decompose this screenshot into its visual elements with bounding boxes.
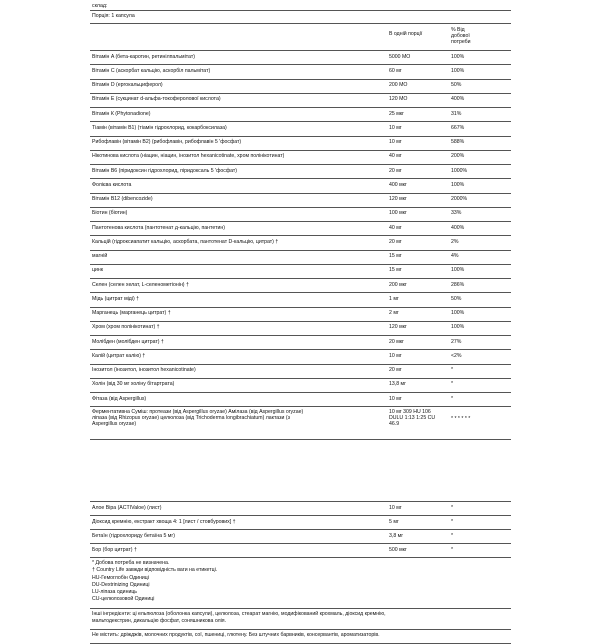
nutrient-dv: 4% (451, 253, 459, 260)
nutrient-name: Вітамін A (бета-каротин, ретинілпальмітат) (92, 53, 195, 60)
footnotes (90, 558, 511, 609)
nutrient-dv: 100% (451, 181, 465, 188)
nutrient-amount (389, 410, 449, 428)
nutrient-name: Холін (від 30 мг холіну бітартрата) (92, 381, 175, 388)
nutrient-amount: 120 мкг (389, 324, 407, 331)
nutrient-amount: 10 мг (389, 139, 402, 146)
nutrient-dv: 100% (451, 53, 465, 60)
supplement-facts-panel (90, 0, 511, 644)
dv-header-line: потреби (451, 38, 471, 45)
nutrient-amount: 10 мг (389, 352, 402, 359)
nutrient-dv: * (451, 395, 454, 402)
nutrient-row (90, 516, 511, 530)
nutrient-name: Бетаїн (гідрохлориду бетаїна 5 мг) (92, 532, 175, 539)
nutrient-amount: 5000 МО (389, 53, 411, 60)
nutrient-dv: * (451, 518, 454, 525)
nutrient-amount: 15 мг (389, 267, 402, 274)
nutrient-row (90, 308, 511, 322)
nutrient-dv: 50% (451, 82, 462, 89)
enzyme-amount-line: 10 мг 309 HU 106 (389, 409, 431, 416)
nutrient-table (90, 51, 511, 407)
nutrient-row (90, 65, 511, 79)
nutrient-name: Вітамін B12 (dibencozide) (92, 196, 153, 203)
other-ingredients (90, 609, 511, 630)
nutrient-row (90, 51, 511, 65)
nutrient-name: магній (92, 253, 108, 260)
nutrient-row (90, 194, 511, 208)
daily-value-column-header (451, 28, 509, 46)
nutrient-name: Алое Віра (ACTIValoe) (лист) (92, 504, 162, 511)
nutrient-dv: 400% (451, 96, 465, 103)
footnote: CU-целюлозовой Одиниці (92, 596, 155, 603)
nutrient-amount: 20 мг (389, 238, 402, 245)
footnote: * Добова потреба не визначена. (92, 560, 170, 567)
nutrient-name (92, 410, 386, 428)
nutrient-row (90, 336, 511, 350)
nutrient-name: Вітамін Е (сукцинат d-альфа-токоферолової кислота) (92, 96, 221, 103)
nutrient-name: Хром (хром полінікотинат) † (92, 324, 160, 331)
nutrient-amount: 10 мг (389, 504, 402, 511)
nutrient-name: Діоксид кремнію, екстракт хвоща 4: 1 [лист / стовбурових] † (92, 518, 236, 525)
nutrient-dv: 2% (451, 238, 459, 245)
nutrient-dv: 667% (451, 124, 465, 131)
nutrient-name: Вітамін К (Phytonadione) (92, 110, 151, 117)
nutrient-name: Фітаза (від Aspergillus) (92, 395, 147, 402)
nutrient-row (90, 365, 511, 379)
nutrient-row (90, 137, 511, 151)
nutrient-name: Кальцій (гідроксиапатит кальцію, аскорбата, пантотенат D-кальцію, цитрат) † (92, 238, 279, 245)
nutrient-dv: * (451, 532, 454, 539)
nutrient-amount: 20 мг (389, 367, 402, 374)
nutrient-dv: 2000% (451, 196, 468, 203)
enzyme-blend-row (90, 407, 511, 440)
nutrient-dv: * * * * * * (451, 416, 471, 423)
nutrient-dv: 286% (451, 281, 465, 288)
column-headers (90, 24, 511, 51)
nutrient-amount: 40 мг (389, 153, 402, 160)
nutrient-dv: 200% (451, 153, 465, 160)
nutrient-amount: 3,8 мг (389, 532, 404, 539)
nutrient-amount: 13,8 мг (389, 381, 406, 388)
nutrient-dv: * (451, 367, 454, 374)
enzyme-name-line: Ферментативна Суміш: протеази (від Aspergillus oryzae) Амілаза (від Aspergillus oryzae) (92, 409, 304, 416)
nutrient-dv: * (451, 504, 454, 511)
nutrient-row (90, 236, 511, 250)
nutrient-row (90, 350, 511, 364)
nutrient-name: Мідь (цитрат міді) † (92, 295, 140, 302)
nutrient-amount: 40 мг (389, 224, 402, 231)
nutrient-name: Калій (цитрат калію) † (92, 352, 146, 359)
nutrient-row (90, 265, 511, 279)
nutrient-dv: * (451, 381, 454, 388)
footnote: LU-ліпаза одиниць (92, 589, 138, 595)
nutrient-dv: 100% (451, 324, 465, 331)
other-nutrient-table (90, 502, 511, 558)
nutrient-row (90, 165, 511, 179)
nutrient-amount: 120 мкг (389, 196, 407, 203)
nutrient-dv: 31% (451, 110, 462, 117)
nutrient-amount: 400 мкг (389, 181, 407, 188)
nutrient-row (90, 379, 511, 393)
nutrient-name: Вітамін D (ергокальциферол) (92, 82, 163, 89)
nutrient-amount: 15 мг (389, 253, 402, 260)
nutrient-amount: 10 мг (389, 124, 402, 131)
nutrient-dv: * (451, 546, 454, 553)
free-from-text: Не містить: дріжджів, молочних продуктів, сої, пшениці, глютену. Без штучних барвників, консервантів, ароматизаторів. (92, 632, 380, 639)
nutrient-dv: 1000% (451, 167, 468, 174)
enzyme-amount-line: 46.9 (389, 421, 400, 428)
nutrient-name: Інозитол (інозитол, інозитол hexanicotinate) (92, 367, 196, 374)
nutrient-name: Біотин (біотин) (92, 210, 128, 217)
nutrient-amount: 2 мг (389, 310, 399, 317)
other-ingredients-line: Інші інгредієнти: ці ельпюлоза (оболонка капсули), целюлоза, стеарат магнію, модифікований крохмаль, діоксид кремнію, (92, 611, 386, 618)
nutrient-name: Вітамін B6 (піридоксин гідрохлорид, піридоксаль 5 'фосфат) (92, 167, 238, 174)
nutrient-row (90, 122, 511, 136)
nutrient-row (90, 502, 511, 516)
nutrient-dv: 588% (451, 139, 465, 146)
serving-size-label: Порція: 1 капсула (90, 11, 511, 24)
nutrient-amount: 20 мг (389, 167, 402, 174)
dv-header-line: % Від (451, 27, 465, 33)
nutrient-dv: <2% (451, 352, 462, 359)
nutrient-name: Фолієва кислота (92, 181, 132, 188)
enzyme-amount-line: DULU 1:13 1:25 CU (389, 415, 436, 422)
nutrient-amount: 100 мкг (389, 210, 407, 217)
nutrient-row (90, 393, 511, 407)
nutrient-amount: 10 мг (389, 395, 402, 402)
nutrient-row (90, 151, 511, 165)
nutrient-dv: 27% (451, 338, 462, 345)
composition-label: склад: (90, 0, 511, 11)
nutrient-name: Пантотенова кислота (пантотенат д-кальцію, пантетин) (92, 224, 225, 231)
nutrient-row (90, 108, 511, 122)
nutrient-row (90, 530, 511, 544)
nutrient-row (90, 293, 511, 307)
nutrient-row (90, 279, 511, 293)
nutrient-name: Нікотинова кислота (ніацин, ніацин, інозитол hexanicotinate, хром полінікотинат) (92, 153, 285, 160)
nutrient-amount: 200 мкг (389, 281, 407, 288)
nutrient-amount: 5 мг (389, 518, 399, 525)
nutrient-amount: 500 мкг (389, 546, 407, 553)
nutrient-amount: 25 мкг (389, 110, 404, 117)
nutrient-dv: 100% (451, 67, 465, 74)
nutrient-amount: 200 МО (389, 82, 408, 89)
nutrient-amount: 60 мг (389, 67, 402, 74)
nutrient-row (90, 179, 511, 193)
nutrient-row (90, 94, 511, 108)
nutrient-name: цинк (92, 267, 104, 274)
nutrient-name: Рибофлавін (вітамін B2) (рибофлавін, рибофлавін 5 'фосфат) (92, 139, 242, 146)
dv-header-line: добової (451, 32, 470, 39)
amount-column-header: В одній порції (389, 31, 423, 37)
nutrient-dv: 50% (451, 295, 462, 302)
footnote: DU-Dextrinizing Одиниці (92, 581, 150, 588)
nutrient-dv: 100% (451, 310, 465, 317)
nutrient-dv: 400% (451, 224, 465, 231)
nutrient-name: Селен (селен хелат, L-селенометіонін) † (92, 281, 189, 288)
nutrient-name: Вітамін C (аскорбат кальцію, аскорбіл пальмітат) (92, 67, 211, 74)
footnote: HU-Гемоглобін Одиниці (92, 574, 149, 581)
other-ingredients-line: мальтодекстрин, дикальцію фосфат, соняшникова олія. (92, 618, 227, 625)
footnote: † Country Life завжди відповідність ваги на етикетці. (92, 567, 218, 574)
blank-spacer (90, 440, 511, 502)
nutrient-dv: 33% (451, 210, 462, 217)
nutrient-name: Молібден (молібден цитрат) † (92, 338, 164, 345)
nutrient-amount: 120 МО (389, 96, 408, 103)
nutrient-row (90, 222, 511, 236)
enzyme-name-line: Aspergillus oryzae) (92, 421, 137, 428)
free-from-statement (90, 630, 511, 644)
nutrient-row (90, 80, 511, 94)
nutrient-name: Марганець (марганець цитрат) † (92, 310, 171, 317)
nutrient-row (90, 251, 511, 265)
nutrient-dv: 100% (451, 267, 465, 274)
nutrient-row (90, 544, 511, 558)
enzyme-name-line: ліпаза (від Rhizopus oryzae) целюлоза (від Trichoderma longibrachiatum) лактази (з (92, 415, 290, 422)
nutrient-amount: 20 мкг (389, 338, 404, 345)
nutrient-row (90, 322, 511, 336)
nutrient-row (90, 208, 511, 222)
nutrient-name: Бор (бор цитрат) † (92, 546, 137, 553)
nutrient-name: Тіамін (вітамін B1) (тіамін гідрохлорид, кокарбоксилаза) (92, 124, 227, 131)
nutrient-amount: 1 мг (389, 295, 399, 302)
